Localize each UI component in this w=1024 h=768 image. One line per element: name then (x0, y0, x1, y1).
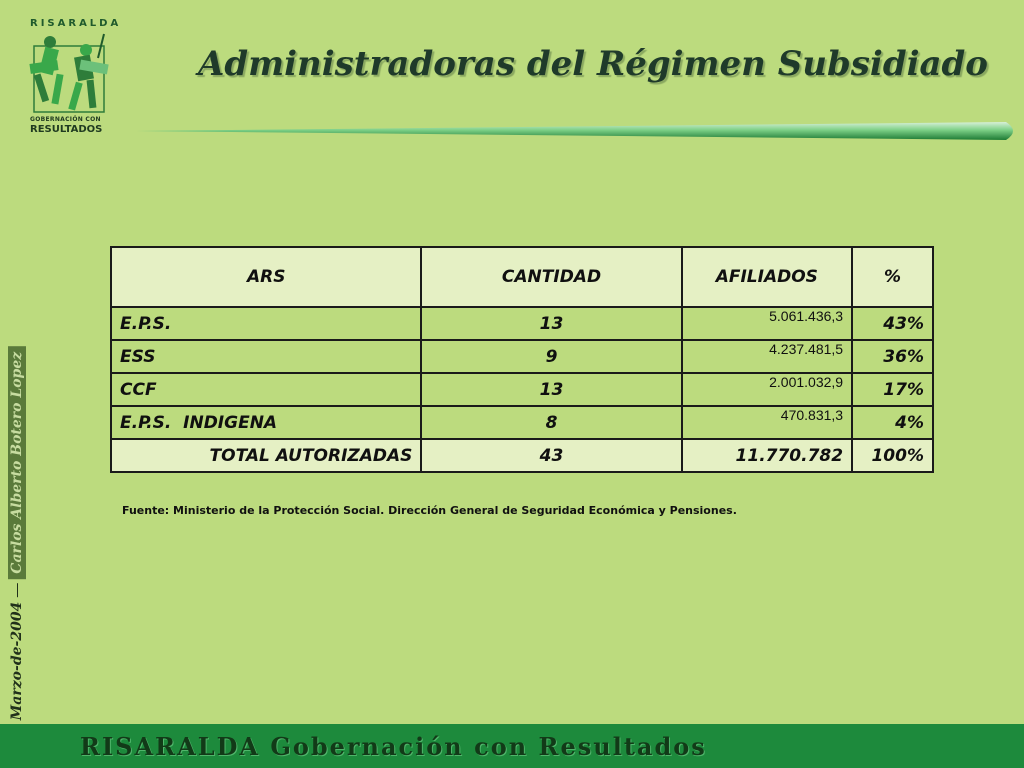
page-title: Administradoras del Régimen Subsidiado (197, 44, 988, 84)
ars-table (110, 246, 934, 473)
cell-ars: E.P.S. (111, 307, 421, 340)
total-ars: TOTAL AUTORIZADAS (111, 439, 421, 472)
side-caption (4, 351, 30, 721)
header-cantidad: CANTIDAD (421, 247, 681, 307)
cell-ars: E.P.S. INDIGENA (111, 406, 421, 439)
cell-pct: 43% (852, 307, 933, 340)
logo-sub-line2: RESULTADOS (30, 124, 103, 135)
total-afiliados: 11.770.782 (682, 439, 853, 472)
cell-pct: 17% (852, 373, 933, 406)
total-cantidad: 43 (421, 439, 681, 472)
cell-afiliados: 2.001.032,9 (682, 373, 853, 406)
footer-banner (0, 724, 1024, 768)
logo-sub-line1: GOBERNACIÓN CON (30, 116, 101, 123)
risaralda-figures-icon (28, 32, 112, 116)
table-total-row (111, 439, 933, 472)
side-date: Marzo-de-2004 (9, 601, 25, 721)
table-row (111, 373, 933, 406)
table-header-row (111, 247, 933, 307)
header-pct: % (852, 247, 933, 307)
cell-afiliados: 5.061.436,3 (682, 307, 853, 340)
cell-afiliados: 470.831,3 (682, 406, 853, 439)
total-pct: 100% (852, 439, 933, 472)
cell-ars: CCF (111, 373, 421, 406)
table-row (111, 406, 933, 439)
side-author: Carlos Alberto Botero Lopez (8, 346, 26, 580)
logo-top-text: RISARALDA (30, 18, 122, 29)
cell-pct: 36% (852, 340, 933, 373)
source-note: Fuente: Ministerio de la Protección Social. Dirección General de Seguridad Económica y Pensiones. (122, 504, 737, 517)
cell-pct: 4% (852, 406, 933, 439)
risaralda-logo (24, 16, 124, 140)
cell-cantidad: 8 (421, 406, 681, 439)
header-afiliados: AFILIADOS (682, 247, 853, 307)
cell-ars: ESS (111, 340, 421, 373)
table-row (111, 307, 933, 340)
header-ars: ARS (111, 247, 421, 307)
cell-afiliados: 4.237.481,5 (682, 340, 853, 373)
table-row (111, 340, 933, 373)
footer-text: RISARALDA Gobernación con Resultados (80, 732, 707, 761)
cell-cantidad: 13 (421, 373, 681, 406)
title-rule (136, 121, 1020, 141)
cell-cantidad: 13 (421, 307, 681, 340)
cell-cantidad: 9 (421, 340, 681, 373)
